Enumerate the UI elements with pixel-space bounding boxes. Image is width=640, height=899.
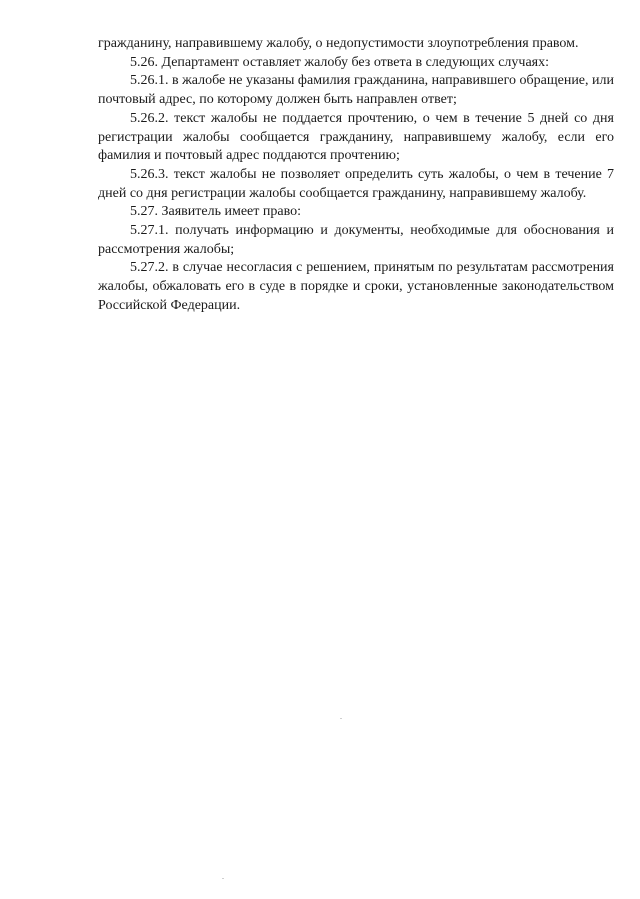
scan-speck [222,878,224,879]
paragraph-5-26-3: 5.26.3. текст жалобы не позволяет определить суть жалобы, о чем в течение 7 дней со дня регистрации жалобы сообщается гражданину, направившему жалобу. [98,166,614,201]
document-body [98,35,614,316]
paragraph-5-26-2: 5.26.2. текст жалобы не поддается прочтению, о чем в течение 5 дней со дня регистрации жалобы сообщается гражданину, направившему жалобу, если его фамилия и почтовый адрес поддаются прочтению; [98,110,614,164]
paragraph-5-27-2: 5.27.2. в случае несогласия с решением, принятым по результатам рассмотрения жалобы, обжаловать его в суде в порядке и сроки, установленные законодательством Российской Федерации. [98,260,614,313]
paragraph-continuation: гражданину, направившему жалобу, о недопустимости злоупотребления правом. [98,36,579,51]
scan-speck [340,718,342,719]
paragraph-5-27: 5.27. Заявитель имеет право: [130,204,301,220]
paragraph-5-26: 5.26. Департамент оставляет жалобу без ответа в следующих случаях: [130,54,549,70]
paragraph-5-26-1: 5.26.1. в жалобе не указаны фамилия гражданина, направившего обращение, или почтовый адрес, по которому должен быть направлен ответ; [98,73,614,108]
paragraph-5-27-1: 5.27.1. получать информацию и документы, необходимые для обоснования и рассмотрения жалобы; [98,223,614,257]
